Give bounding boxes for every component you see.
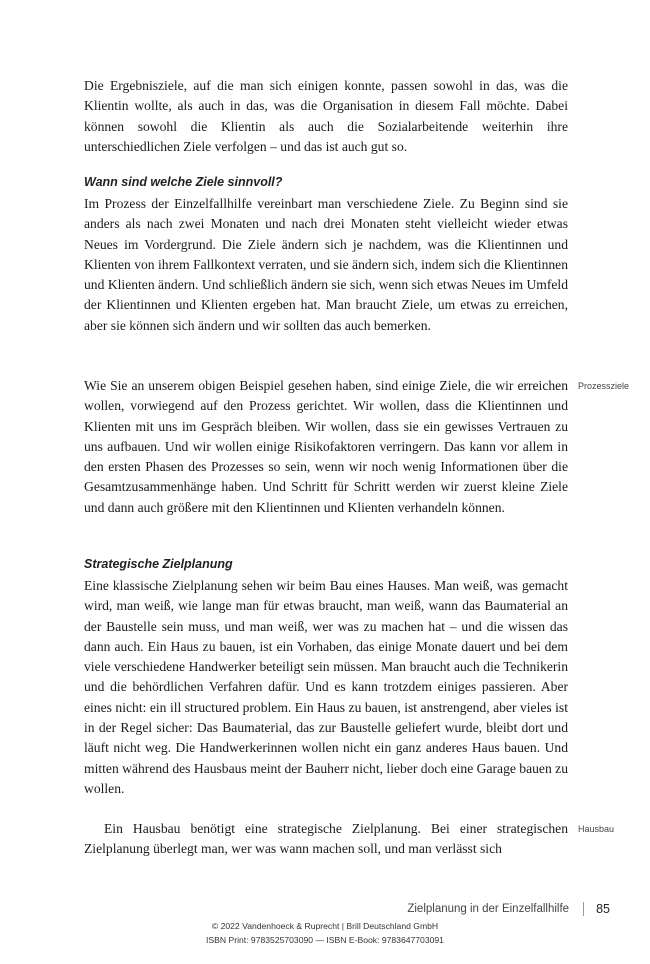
running-title: Zielplanung in der Einzelfallhilfe [407, 903, 570, 915]
paragraph-prozessziele: Wie Sie an unserem obigen Beispiel gesehen haben, sind einige Ziele, die wir erreichen wollen, vorwiegend auf den Prozess gerichtet. Wir wollen, dass die Klientinnen und Klienten mit uns im Gespräch bleiben. Wir wollen, dass sie ein gewisses Vertrauen zu uns aufbauen. Und wir wollen einige Risikofaktoren verringern. Das kann vor allem in den ersten Phasen des Prozesses so sein, wenn wir noch wenig Informationen über die Gesamtzusammenhänge haben. Und Schritt für Schritt werden wir zuerst kleine Ziele und dann auch größere mit den Klientinnen und Klienten verhandeln können. [84, 378, 568, 515]
heading-wann-sind-welche-ziele: Wann sind welche Ziele sinnvoll? [84, 175, 283, 189]
isbn-line: ISBN Print: 9783525703090 — ISBN E-Book: 9783647703091 [206, 935, 444, 945]
margin-note-hausbau: Hausbau [578, 824, 615, 834]
margin-note-prozessziele: Prozessziele [578, 381, 630, 391]
heading-strategische-zielplanung: Strategische Zielplanung [84, 557, 233, 571]
paragraph-strategische-zielplanung: Ein Hausbau benötigt eine strategische Zielplanung. Bei einer strategischen Zielplanung überlegt man, wer was wann machen soll, und man verlässt sich [84, 821, 568, 857]
copyright-line: © 2022 Vandenhoeck & Ruprecht | Brill Deutschland GmbH [211, 921, 439, 931]
paragraph-ziele-prozess: Im Prozess der Einzelfallhilfe vereinbart man verschiedene Ziele. Zu Beginn sind sie anders als nach zwei Monaten und nach drei Monaten steht vielleicht wieder etwas Neues im Vordergrund. Die Ziele ändern sich je nachdem, was die Klientinnen und Klienten von ihrem Fallkontext verraten, und sie ändern sich, indem sich die Klientinnen und Klienten ändern. Und schließlich ändern sie sich, wenn sich etwas Neues im Umfeld der Klientinnen und Klienten ergeben hat. Man braucht Ziele, um etwas zu erreichen, aber sie können sich ändern und wir sollten das auch bemerken. [84, 196, 568, 333]
running-footer [300, 902, 610, 916]
footer-separator [583, 902, 584, 916]
paragraph-hausbau: Eine klassische Zielplanung sehen wir beim Bau eines Hauses. Man weiß, was gemacht wird, man weiß, wie lange man für etwas braucht, man weiß, wann das Baumaterial an der Baustelle sein muss, und man weiß, wer was zu machen hat – und die wissen das dann auch. Ein Haus zu bauen, ist ein Vorhaben, das einige Monate dauert und bei dem viele verschiedene Handwerker beteiligt sein müssen. Man braucht auch die Technikerin und die behördlichen Verfahren dafür. Und es kann trotzdem einiges passieren. Aber eines nicht: ein ill structured problem. Ein Haus zu bauen, ist anstrengend, aber vieles ist in der Regel sicher: Das Baumaterial, das zur Baustelle geliefert wurde, bleibt dort und läuft nicht weg. Die Handwerkerinnen wollen nicht ein ganz anderes Haus bauen. Und mitten während des Hausbaus meint der Bauherr nicht, lieber doch eine Garage bauen zu wollen. [84, 578, 568, 796]
page-number: 85 [596, 902, 610, 916]
paragraph-intro: Die Ergebnisziele, auf die man sich einigen konnte, passen sowohl in das, was die Klientin wollte, als auch in das, was die Organisation in diesem Fall möchte. Dabei können sowohl die Klientin als auch die Sozialarbeitende weiterhin ihre unterschiedlichen Ziele verfolgen – und das ist auch gut so. [84, 78, 568, 154]
